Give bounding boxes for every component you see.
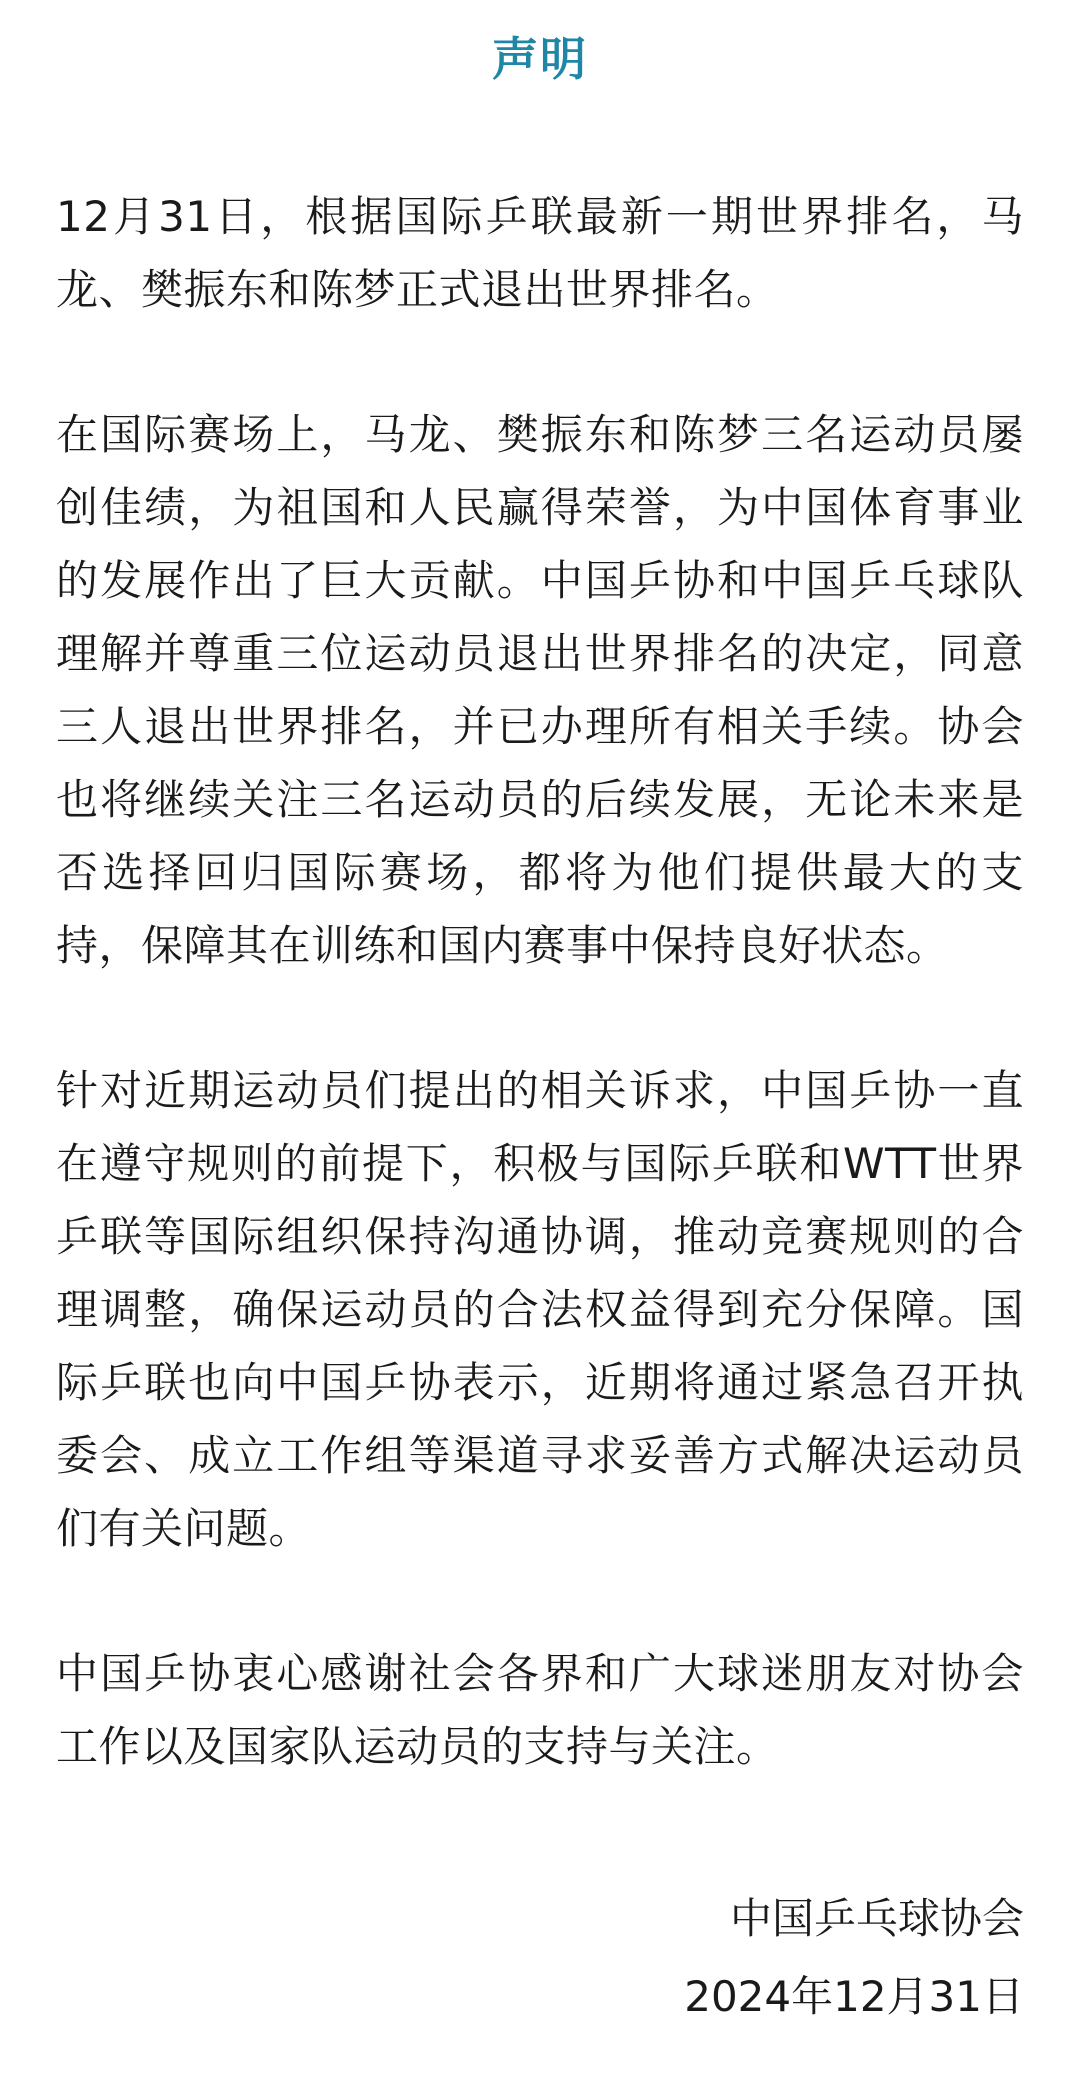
signature-block — [684, 1880, 1024, 2036]
paragraph-rule-communication: 针对近期运动员们提出的相关诉求，中国乒协一直在遵守规则的前提下，积极与国际乒联和WTT世界乒联等国际组织保持沟通协调，推动竞赛规则的合理调整，确保运动员的合法权益得到充分保障。国际乒联也向中国乒协表示，近期将通过紧急召开执委会、成立工作组等渠道寻求妥善方式解决运动员们有关问题。 — [56, 1066, 1024, 1553]
paragraph-contributions: 在国际赛场上，马龙、樊振东和陈梦三名运动员屡创佳绩，为祖国和人民赢得荣誉，为中国体育事业的发展作出了巨大贡献。中国乒协和中国乒乓球队理解并尊重三位运动员退出世界排名的决定，同意三人退出世界排名，并已办理所有相关手续。协会也将继续关注三名运动员的后续发展，无论未来是否选择回归国际赛场，都将为他们提供最大的支持，保障其在训练和国内赛事中保持良好状态。 — [56, 410, 1024, 970]
statement-title: 声明 — [492, 32, 588, 86]
paragraph-ranking-withdrawal: 12月31日，根据国际乒联最新一期世界排名，马龙、樊振东和陈梦正式退出世界排名。 — [56, 192, 1024, 314]
paragraph-thanks: 中国乒协衷心感谢社会各界和广大球迷朋友对协会工作以及国家队运动员的支持与关注。 — [56, 1649, 1024, 1771]
signature-date: 2024年12月31日 — [684, 1972, 1024, 2021]
statement-body — [56, 180, 1024, 1783]
signature-organization: 中国乒乓球协会 — [729, 1894, 1024, 1943]
